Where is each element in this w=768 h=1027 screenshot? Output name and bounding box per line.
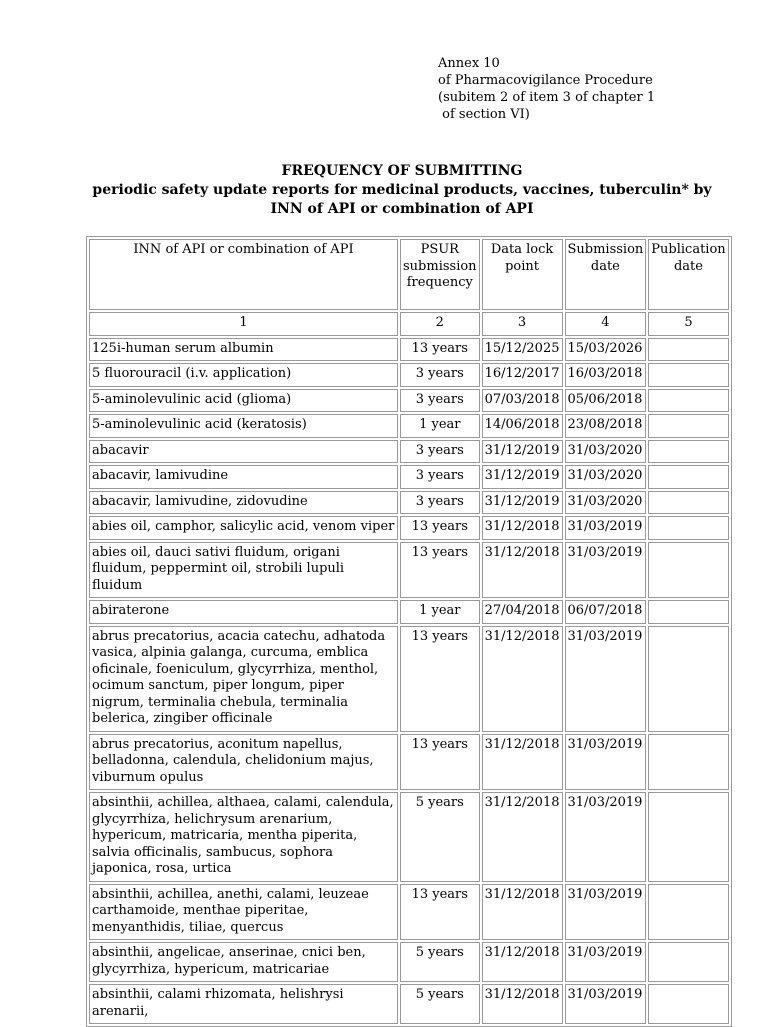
cell-submission-date: 05/06/2018	[565, 389, 647, 413]
table-row	[89, 491, 729, 515]
header-frequency: PSUR submission frequency	[400, 239, 480, 310]
cell-submission-date: 31/03/2019	[565, 542, 647, 599]
cell-publication-date	[648, 542, 728, 599]
cell-inn: 125i-human serum albumin	[89, 338, 398, 362]
cell-inn: abrus precatorius, acacia catechu, adhatoda vasica, alpinia galanga, curcuma, emblica oficinale, foeniculum, glycyrrhiza, menthol, ocimum sanctum, piper longum, piper nigrum, terminalia chebula, terminalia belerica, zingiber officinale	[89, 626, 398, 732]
cell-frequency: 13 years	[400, 516, 480, 540]
table-row	[89, 363, 729, 387]
cell-inn: 5-aminolevulinic acid (keratosis)	[89, 414, 398, 438]
column-number-row	[89, 312, 729, 336]
cell-publication-date	[648, 884, 728, 941]
cell-submission-date: 16/03/2018	[565, 363, 647, 387]
cell-data-lock: 31/12/2018	[482, 884, 563, 941]
document-title	[80, 162, 724, 219]
annex-line: (subitem 2 of item 3 of chapter 1	[438, 90, 656, 105]
table-row	[89, 600, 729, 624]
cell-frequency: 3 years	[400, 363, 480, 387]
cell-data-lock: 14/06/2018	[482, 414, 563, 438]
cell-submission-date: 31/03/2019	[565, 516, 647, 540]
cell-submission-date: 31/03/2019	[565, 942, 647, 982]
cell-data-lock: 31/12/2019	[482, 491, 563, 515]
cell-inn: absinthii, calami rhizomata, helishrysi arenarii,	[89, 984, 398, 1024]
cell-data-lock: 31/12/2018	[482, 942, 563, 982]
cell-publication-date	[648, 440, 728, 464]
cell-data-lock: 31/12/2018	[482, 984, 563, 1024]
cell-data-lock: 31/12/2018	[482, 734, 563, 791]
annex-line: Annex 10	[438, 56, 500, 71]
cell-publication-date	[648, 942, 728, 982]
cell-publication-date	[648, 414, 728, 438]
header-publication-date: Publication date	[648, 239, 728, 310]
cell-frequency: 5 years	[400, 984, 480, 1024]
table-row	[89, 440, 729, 464]
cell-publication-date	[648, 792, 728, 882]
cell-frequency: 13 years	[400, 542, 480, 599]
column-number: 1	[89, 312, 398, 336]
cell-publication-date	[648, 600, 728, 624]
table-row	[89, 626, 729, 732]
cell-inn: abacavir, lamivudine, zidovudine	[89, 491, 398, 515]
table-row	[89, 414, 729, 438]
table-row	[89, 389, 729, 413]
cell-frequency: 5 years	[400, 792, 480, 882]
cell-inn: absinthii, angelicae, anserinae, cnici ben, glycyrrhiza, hypericum, matricariae	[89, 942, 398, 982]
cell-publication-date	[648, 465, 728, 489]
cell-frequency: 3 years	[400, 440, 480, 464]
cell-frequency: 13 years	[400, 734, 480, 791]
cell-frequency: 3 years	[400, 389, 480, 413]
annex-line: of Pharmacovigilance Procedure	[438, 73, 653, 88]
cell-data-lock: 16/12/2017	[482, 363, 563, 387]
cell-inn: 5-aminolevulinic acid (glioma)	[89, 389, 398, 413]
cell-submission-date: 31/03/2020	[565, 440, 647, 464]
cell-inn: abiraterone	[89, 600, 398, 624]
cell-submission-date: 31/03/2019	[565, 984, 647, 1024]
cell-publication-date	[648, 363, 728, 387]
annex-reference	[438, 55, 655, 123]
cell-submission-date: 23/08/2018	[565, 414, 647, 438]
cell-inn: abrus precatorius, aconitum napellus, belladonna, calendula, chelidonium majus, viburnum opulus	[89, 734, 398, 791]
header-inn: INN of API or combination of API	[89, 239, 398, 310]
cell-publication-date	[648, 626, 728, 732]
column-number: 2	[400, 312, 480, 336]
cell-frequency: 13 years	[400, 626, 480, 732]
column-number: 3	[482, 312, 563, 336]
cell-frequency: 13 years	[400, 884, 480, 941]
cell-inn: abies oil, camphor, salicylic acid, venom viper	[89, 516, 398, 540]
cell-data-lock: 07/03/2018	[482, 389, 563, 413]
table-row	[89, 984, 729, 1024]
cell-publication-date	[648, 338, 728, 362]
cell-submission-date: 31/03/2019	[565, 734, 647, 791]
cell-submission-date: 06/07/2018	[565, 600, 647, 624]
cell-frequency: 13 years	[400, 338, 480, 362]
cell-submission-date: 31/03/2019	[565, 792, 647, 882]
table-row	[89, 884, 729, 941]
cell-frequency: 1 year	[400, 600, 480, 624]
cell-submission-date: 31/03/2019	[565, 626, 647, 732]
cell-frequency: 5 years	[400, 942, 480, 982]
cell-submission-date: 31/03/2020	[565, 491, 647, 515]
header-submission-date: Submission date	[565, 239, 647, 310]
cell-frequency: 3 years	[400, 491, 480, 515]
column-number: 5	[648, 312, 728, 336]
cell-publication-date	[648, 516, 728, 540]
cell-submission-date: 15/03/2026	[565, 338, 647, 362]
cell-frequency: 3 years	[400, 465, 480, 489]
column-number: 4	[565, 312, 647, 336]
table-row	[89, 338, 729, 362]
cell-inn: absinthii, achillea, anethi, calami, leuzeae carthamoide, menthae piperitae, menyanthidis, tiliae, quercus	[89, 884, 398, 941]
cell-data-lock: 15/12/2025	[482, 338, 563, 362]
cell-publication-date	[648, 389, 728, 413]
header-data-lock: Data lock point	[482, 239, 563, 310]
title-sub: periodic safety update reports for medicinal products, vaccines, tuberculin* by INN of API or combination of API	[92, 182, 712, 217]
cell-publication-date	[648, 491, 728, 515]
table-header-row	[89, 239, 729, 310]
table-row	[89, 734, 729, 791]
cell-data-lock: 31/12/2018	[482, 626, 563, 732]
cell-data-lock: 27/04/2018	[482, 600, 563, 624]
cell-data-lock: 31/12/2018	[482, 792, 563, 882]
cell-publication-date	[648, 984, 728, 1024]
cell-inn: abacavir, lamivudine	[89, 465, 398, 489]
cell-publication-date	[648, 734, 728, 791]
cell-data-lock: 31/12/2018	[482, 516, 563, 540]
annex-line: of section VI)	[438, 107, 530, 122]
cell-frequency: 1 year	[400, 414, 480, 438]
table-row	[89, 792, 729, 882]
table-row	[89, 516, 729, 540]
cell-data-lock: 31/12/2019	[482, 465, 563, 489]
cell-inn: absinthii, achillea, althaea, calami, calendula, glycyrrhiza, helichrysum arenarium, hypericum, matricaria, mentha piperita, salvia officinalis, sambucus, sophora japonica, rosa, urtica	[89, 792, 398, 882]
cell-data-lock: 31/12/2018	[482, 542, 563, 599]
title-main: FREQUENCY OF SUBMITTING	[281, 163, 523, 179]
table-row	[89, 942, 729, 982]
psur-frequency-table	[86, 236, 732, 1027]
cell-data-lock: 31/12/2019	[482, 440, 563, 464]
table-row	[89, 465, 729, 489]
cell-inn: abies oil, dauci sativi fluidum, origani fluidum, peppermint oil, strobili lupuli fluidum	[89, 542, 398, 599]
cell-inn: abacavir	[89, 440, 398, 464]
table-row	[89, 542, 729, 599]
cell-submission-date: 31/03/2020	[565, 465, 647, 489]
cell-submission-date: 31/03/2019	[565, 884, 647, 941]
cell-inn: 5 fluorouracil (i.v. application)	[89, 363, 398, 387]
